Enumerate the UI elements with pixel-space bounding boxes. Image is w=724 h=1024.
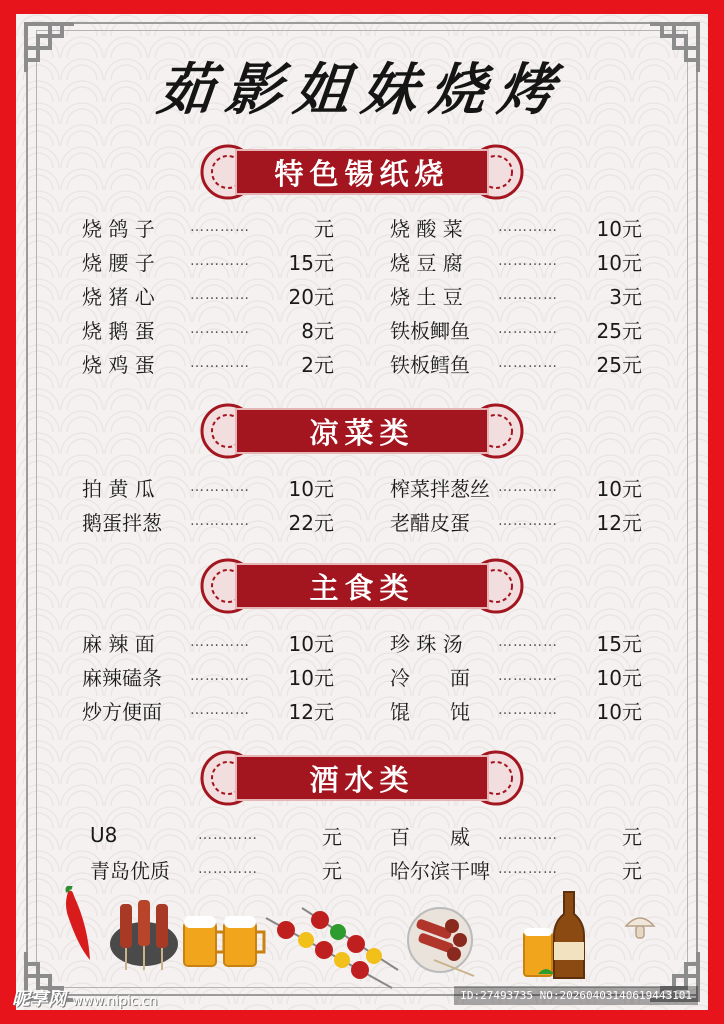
- item-price: 10元: [596, 476, 642, 501]
- item-price: 10元: [596, 665, 642, 690]
- item-price: 元: [322, 858, 342, 883]
- item-price: 25元: [596, 352, 642, 377]
- menu-item: [390, 820, 642, 850]
- menu-item: [82, 212, 334, 242]
- item-price: 元: [314, 216, 334, 241]
- item-price: 22元: [288, 510, 334, 535]
- restaurant-title: 茹影姐妹烧烤: [154, 57, 570, 123]
- item-name: 烧 腰 子: [82, 250, 155, 275]
- menu-item: [90, 854, 342, 884]
- item-name: 冷 面: [390, 665, 470, 690]
- leader-dots: …………: [498, 668, 558, 684]
- item-price: 元: [622, 824, 642, 849]
- leader-dots: …………: [498, 861, 558, 877]
- leader-dots: …………: [198, 827, 258, 843]
- menu-item: [390, 506, 642, 536]
- beer-bottle-icon: [520, 888, 592, 984]
- image-id-watermark: ID:27493735 NO:20260403140619443101: [454, 986, 698, 1005]
- item-name: 麻 辣 面: [82, 631, 155, 656]
- menu-item: [82, 661, 334, 691]
- section-banner-special: [200, 144, 524, 200]
- item-name: 榨菜拌葱丝: [390, 476, 490, 501]
- leader-dots: …………: [190, 634, 250, 650]
- section-title: 凉菜类: [309, 415, 415, 450]
- menu-item: [390, 246, 642, 276]
- leader-dots: …………: [498, 219, 558, 235]
- section-banner-cold-dishes: [200, 403, 524, 459]
- item-name: 烧 鹅 蛋: [82, 318, 155, 343]
- item-price: 25元: [596, 318, 642, 343]
- item-price: 元: [322, 824, 342, 849]
- item-name: 百 威: [390, 824, 470, 849]
- mushroom-icon: [624, 912, 656, 942]
- item-name: 铁板鳕鱼: [390, 352, 470, 377]
- item-price: 20元: [288, 284, 334, 309]
- leader-dots: …………: [498, 827, 558, 843]
- item-price: 3元: [609, 284, 642, 309]
- menu-item: [82, 695, 334, 725]
- kebab-skewers-icon: [262, 904, 402, 996]
- section-title: 酒水类: [309, 762, 415, 797]
- menu-item: [82, 348, 334, 378]
- leader-dots: …………: [190, 668, 250, 684]
- item-name: 麻辣磕条: [82, 665, 162, 690]
- bbq-plate-icon: [404, 900, 482, 978]
- item-name: 馄 饨: [390, 699, 470, 724]
- menu-item: [390, 627, 642, 657]
- item-name: 炒方便面: [82, 699, 162, 724]
- leader-dots: …………: [190, 253, 250, 269]
- item-price: 15元: [288, 250, 334, 275]
- menu-item: [82, 506, 334, 536]
- item-name: 烧 鸡 蛋: [82, 352, 155, 377]
- leader-dots: …………: [190, 321, 250, 337]
- leader-dots: …………: [190, 702, 250, 718]
- leader-dots: …………: [498, 479, 558, 495]
- item-price: 10元: [288, 476, 334, 501]
- menu-item: [390, 695, 642, 725]
- item-price: 12元: [596, 510, 642, 535]
- menu-item: [90, 820, 342, 850]
- menu-item: [390, 280, 642, 310]
- item-name: 拍 黄 瓜: [82, 476, 155, 501]
- section-title: 主食类: [309, 570, 415, 605]
- menu-item: [390, 212, 642, 242]
- leader-dots: …………: [498, 355, 558, 371]
- leader-dots: …………: [190, 287, 250, 303]
- item-price: 10元: [288, 665, 334, 690]
- leader-dots: …………: [498, 321, 558, 337]
- item-price: 12元: [288, 699, 334, 724]
- menu-item: [82, 627, 334, 657]
- chili-icon: [58, 886, 98, 966]
- item-price: 10元: [596, 699, 642, 724]
- menu-item: [82, 280, 334, 310]
- item-name: 烧 猪 心: [82, 284, 155, 309]
- item-name: 铁板鲫鱼: [390, 318, 470, 343]
- item-name: 珍 珠 汤: [390, 631, 463, 656]
- leader-dots: …………: [198, 861, 258, 877]
- item-price: 10元: [288, 631, 334, 656]
- leader-dots: …………: [190, 479, 250, 495]
- leader-dots: …………: [190, 513, 250, 529]
- menu-item: [390, 472, 642, 502]
- item-name: 老醋皮蛋: [390, 510, 470, 535]
- menu-item: [390, 348, 642, 378]
- leader-dots: …………: [498, 253, 558, 269]
- item-name: 烧 豆 腐: [390, 250, 463, 275]
- item-price: 15元: [596, 631, 642, 656]
- menu-item: [390, 314, 642, 344]
- beer-mugs-icon: [180, 910, 266, 970]
- item-name: 烧 酸 菜: [390, 216, 463, 241]
- item-price: 10元: [596, 216, 642, 241]
- item-price: 10元: [596, 250, 642, 275]
- meat-skewers-icon: [108, 892, 180, 972]
- leader-dots: …………: [498, 287, 558, 303]
- menu-item: [390, 854, 642, 884]
- item-name: 哈尔滨干啤: [390, 858, 490, 883]
- menu-item: [82, 314, 334, 344]
- leader-dots: …………: [498, 702, 558, 718]
- item-price: 元: [622, 858, 642, 883]
- leader-dots: …………: [498, 634, 558, 650]
- item-price: 8元: [301, 318, 334, 343]
- section-banner-drinks: [200, 750, 524, 806]
- section-title: 特色锡纸烧: [274, 156, 450, 191]
- item-name: 青岛优质: [90, 858, 170, 883]
- item-name: 烧 鸽 子: [82, 216, 155, 241]
- leader-dots: …………: [190, 219, 250, 235]
- item-price: 2元: [301, 352, 334, 377]
- item-name: 烧 土 豆: [390, 284, 463, 309]
- menu-item: [390, 661, 642, 691]
- leader-dots: …………: [190, 355, 250, 371]
- section-banner-staple-food: [200, 558, 524, 614]
- item-name: 鹅蛋拌葱: [82, 510, 162, 535]
- watermark-site-url: www.nipic.cn: [72, 994, 158, 1009]
- menu-item: [82, 246, 334, 276]
- item-name: U8: [90, 823, 118, 847]
- menu-item: [82, 472, 334, 502]
- site-watermark: [12, 985, 158, 1011]
- leader-dots: …………: [498, 513, 558, 529]
- watermark-site-name: 昵享网: [12, 989, 66, 1010]
